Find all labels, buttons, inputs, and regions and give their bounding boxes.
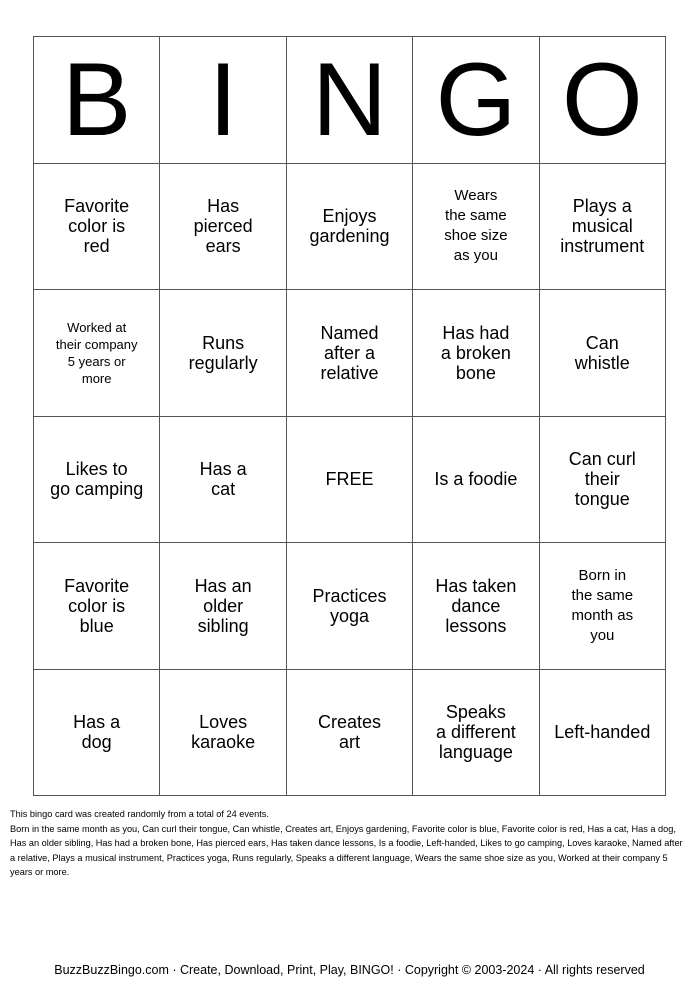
bingo-cell: Favorite color is red xyxy=(34,164,160,291)
bingo-cell: Practices yoga xyxy=(287,543,413,670)
bingo-cell: Left-handed xyxy=(540,670,666,797)
bingo-card xyxy=(33,36,666,796)
bingo-cell: Is a foodie xyxy=(413,417,539,544)
bingo-cell: Can whistle xyxy=(540,290,666,417)
bingo-cell: Speaks a different language xyxy=(413,670,539,797)
bingo-cell: Enjoys gardening xyxy=(287,164,413,291)
header-letter-g: G xyxy=(413,37,539,164)
bingo-cell: Favorite color is blue xyxy=(34,543,160,670)
header-letter-i: I xyxy=(160,37,286,164)
bingo-cell: Has had a broken bone xyxy=(413,290,539,417)
header-letter-o: O xyxy=(540,37,666,164)
bingo-cell: Can curl their tongue xyxy=(540,417,666,544)
note-summary: This bingo card was created randomly from a total of 24 events. xyxy=(10,809,269,819)
bingo-cell: Has an older sibling xyxy=(160,543,286,670)
bingo-cell: Has a cat xyxy=(160,417,286,544)
note-events-list: Born in the same month as you, Can curl their tongue, Can whistle, Creates art, Enjoys gardening, Favorite color is blue, Favorite color is red, Has a cat, Has a dog, Has an older sibling, Has had a broken bone, Has pierced ears, Has taken dance lessons, Is a foodie, Left-handed, Likes to go camping, Loves karaoke, Named after a relative, Plays a musical instrument, Practices yoga, Runs regularly, Speaks a different language, Wears the same shoe size as you, Worked at their company 5 years or more. xyxy=(10,823,683,877)
header-letter-n: N xyxy=(287,37,413,164)
bingo-cell: Creates art xyxy=(287,670,413,797)
bingo-cell: Likes to go camping xyxy=(34,417,160,544)
bingo-cell: Runs regularly xyxy=(160,290,286,417)
bingo-cell: Worked at their company 5 years or more xyxy=(34,290,160,417)
bingo-cell: Plays a musical instrument xyxy=(540,164,666,291)
bingo-cell: Wears the same shoe size as you xyxy=(413,164,539,291)
bingo-cell: Has pierced ears xyxy=(160,164,286,291)
bingo-cell: Born in the same month as you xyxy=(540,543,666,670)
bingo-cell: Loves karaoke xyxy=(160,670,286,797)
bingo-cell: Has a dog xyxy=(34,670,160,797)
bingo-cell: Named after a relative xyxy=(287,290,413,417)
header-letter-b: B xyxy=(34,37,160,164)
free-space: FREE xyxy=(287,417,413,544)
footer-copyright: BuzzBuzzBingo.com · Create, Download, Print, Play, BINGO! · Copyright © 2003-2024 · All rights reserved xyxy=(54,963,645,977)
card-note xyxy=(10,807,690,880)
bingo-cell: Has taken dance lessons xyxy=(413,543,539,670)
